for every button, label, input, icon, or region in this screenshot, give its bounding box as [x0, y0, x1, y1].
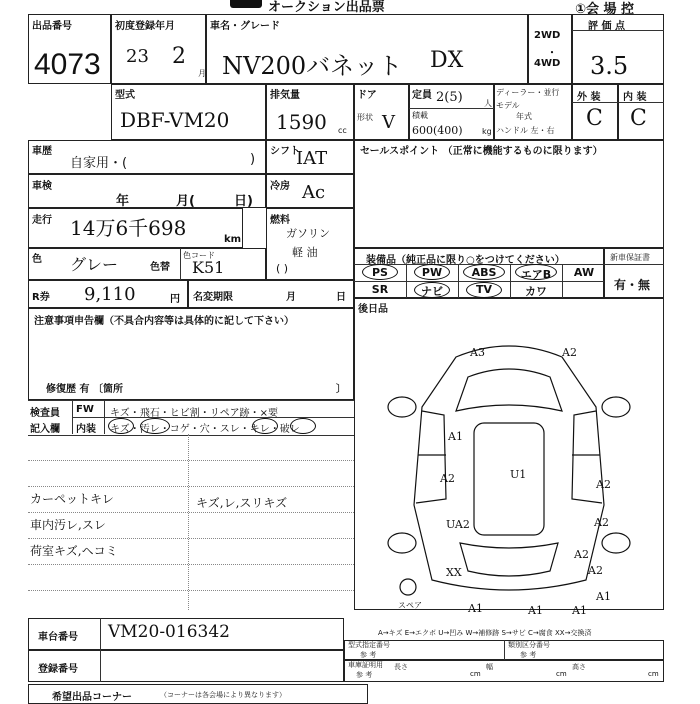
- dmg-a1-rear-1: A1: [468, 602, 483, 615]
- dmg-a2-rear-right: A2: [588, 564, 603, 577]
- footer-label: 希望出品コーナー: [52, 692, 132, 703]
- load-label: 積載: [412, 111, 428, 120]
- equip-abs: ABS: [471, 266, 497, 279]
- certificate-width: 幅: [486, 663, 493, 671]
- color-change-label: 色替: [150, 262, 170, 273]
- model-grade: DX: [430, 48, 464, 73]
- equip-circle-navi: [414, 282, 450, 298]
- mileage-value: 14万6千698: [70, 216, 187, 240]
- fuel-label: 燃料: [270, 215, 290, 226]
- dmg-u1-roof: U1: [510, 468, 527, 481]
- equip-circle-abs: [463, 264, 505, 280]
- type-cert-label2: 参 考: [360, 651, 377, 659]
- dmg-a3-front: A3: [470, 346, 485, 359]
- certificate-length: 長さ: [394, 663, 408, 671]
- dmg-a1-rear-4: A1: [596, 590, 611, 603]
- defect-circle-kire: [290, 418, 316, 434]
- dmg-a2-right: A2: [596, 478, 611, 491]
- fuel-other: ( ): [276, 262, 289, 275]
- int-label: 内 装: [623, 92, 647, 103]
- drive-2wd: 2WD: [534, 30, 561, 41]
- inspection-box: [28, 174, 266, 208]
- door-shape: V: [382, 112, 395, 133]
- equip-pw: PW: [421, 266, 443, 279]
- color-label: 色: [32, 254, 42, 265]
- remark-left-1: カーペットキレ: [30, 492, 114, 506]
- door-label: ドア: [357, 90, 377, 101]
- defect-circle-yogore: [140, 418, 170, 434]
- inspector-label-1: 検査員: [30, 408, 60, 419]
- inspection-label: 車検: [32, 181, 52, 192]
- dmg-xx-rear: XX: [446, 566, 462, 579]
- equip-circle-pw: [414, 264, 450, 280]
- equip-sr: SR: [371, 283, 389, 296]
- equip-leather: カワ: [525, 285, 547, 298]
- banner-title: オークション出品票: [268, 0, 385, 15]
- chassis-number: VM20-016342: [108, 622, 230, 642]
- rear-seat-label: 後日品: [358, 304, 388, 315]
- dmg-a2-rear-wheel: A2: [574, 548, 589, 561]
- recycle-label: R券: [32, 292, 50, 303]
- dmg-a1-rear-3: A1: [572, 604, 587, 617]
- notes-label: 注意事項申告欄（不具合内容等は具体的に記して下さい）: [34, 316, 294, 327]
- inspection-day: 日): [234, 194, 253, 209]
- displacement-label: 排気量: [270, 90, 300, 101]
- drive-sep: ・: [547, 48, 557, 59]
- inspector-row1: キズ・飛石・ヒビ割・リペア跡・×要: [110, 408, 278, 419]
- dmg-a2-left: A2: [440, 472, 455, 485]
- load-value: 600(400): [412, 124, 463, 137]
- category-value: 自家用・(: [70, 156, 128, 171]
- model-label: 車名・グレード: [210, 21, 280, 32]
- equip-circle-airbag: [515, 264, 557, 280]
- equip-airbag: エアB: [520, 268, 552, 281]
- registration-month-unit: 月: [198, 69, 206, 78]
- inspector-label-2: 記入欄: [30, 424, 60, 435]
- recycle-unit: 円: [170, 294, 180, 305]
- inspection-year: 年: [116, 194, 130, 209]
- ac-value: Ac: [302, 182, 326, 203]
- footer-sub: （コーナーは各会場により異なります）: [160, 691, 286, 699]
- reg-no-label: 登録番号: [38, 664, 78, 675]
- fuel-diesel: 軽 油: [292, 246, 318, 259]
- equip-ps: PS: [372, 266, 388, 279]
- inspector-row1-tag: FW: [76, 404, 94, 415]
- equip-tv: TV: [475, 283, 493, 296]
- meigi-label: 名変期限: [193, 292, 233, 303]
- defect-circle-kizu: [108, 418, 134, 434]
- shift-label: シフト: [270, 146, 300, 157]
- sales-point-label: セールスポイント （正常に機能するものに限ります）: [360, 146, 603, 157]
- capacity-unit: 人: [484, 99, 492, 108]
- shift-value: IAT: [296, 148, 328, 169]
- capacity-label: 定員: [412, 90, 432, 101]
- type-cert-label4: 参 考: [520, 651, 537, 659]
- mileage-label: 走行: [32, 215, 52, 226]
- dmg-a1-front-left: A1: [448, 430, 463, 443]
- equip-aw: AW: [573, 266, 595, 279]
- warranty-label: 新車保証書: [610, 253, 650, 262]
- repair-history-close: 〕: [336, 384, 346, 395]
- ext-label: 外 装: [577, 92, 601, 103]
- inspection-month: 月(: [176, 194, 195, 209]
- door-shape-label: 形状: [357, 113, 373, 122]
- certificate-cm-3: cm: [648, 670, 659, 678]
- lot-number: 4073: [34, 48, 101, 81]
- grade-value: 3.5: [590, 52, 629, 80]
- load-unit: kg: [482, 127, 492, 136]
- remark-left-3: 荷室キズ,ヘコミ: [30, 544, 118, 558]
- registration-month: 2: [172, 44, 186, 69]
- recycle-value: 9,110: [84, 284, 136, 305]
- certificate-label2: 参 考: [356, 671, 373, 679]
- meigi-day: 日: [336, 292, 346, 303]
- capacity-value: 2(5): [436, 90, 463, 105]
- equipment-label: 装備品（純正品に限り○をつけてください）: [366, 255, 565, 266]
- category-close: ): [250, 152, 256, 167]
- spare-label: スペア: [398, 601, 422, 610]
- dealer-line2: モデル: [496, 101, 520, 110]
- equip-navi: ナビ: [421, 285, 443, 298]
- certificate-label1: 車庫証明用: [348, 661, 383, 669]
- inspector-row2-tag: 内装: [76, 424, 96, 435]
- type-cert-label1: 型式指定番号: [348, 641, 390, 649]
- type-cert-label3: 類別区分番号: [508, 641, 550, 649]
- displacement-unit: cc: [338, 126, 347, 135]
- color-box: [28, 248, 266, 280]
- remark-left-2: 車内汚レ,スレ: [30, 518, 106, 532]
- certificate-box: [344, 660, 664, 682]
- drive-4wd: 4WD: [534, 58, 561, 69]
- certificate-cm-2: cm: [556, 670, 567, 678]
- int-value: C: [630, 106, 647, 131]
- model-name: NV200バネット: [222, 52, 403, 80]
- defect-circle-sure: [252, 418, 278, 434]
- color-value: グレー: [70, 255, 119, 274]
- lot-label: 出品番号: [32, 21, 72, 32]
- certificate-cm-1: cm: [470, 670, 481, 678]
- type-value: DBF-VM20: [120, 108, 230, 132]
- registration-year: 23: [126, 46, 149, 67]
- dealer-line4: ハンドル 左・右: [496, 126, 555, 135]
- ext-value: C: [586, 106, 603, 131]
- fuel-gasoline: ガソリン: [286, 227, 330, 240]
- repair-history: 修復歴 有 〔箇所: [46, 384, 123, 395]
- category-box: [28, 140, 266, 174]
- equip-circle-ps: [362, 264, 398, 280]
- mileage-unit: km: [224, 234, 242, 245]
- banner-logo: [230, 0, 262, 8]
- certificate-height: 高さ: [572, 663, 586, 671]
- meigi-month: 月: [286, 292, 296, 303]
- damage-legend: A→キズ E→エクボ U→凹み W→補修跡 S→サビ C→腐食 XX→交換済: [378, 629, 592, 637]
- category-label: 車歴: [32, 146, 52, 157]
- chassis-label: 車台番号: [38, 632, 78, 643]
- car-diagram: [356, 315, 662, 610]
- dmg-a2-right-rear: A2: [594, 516, 609, 529]
- type-label: 型式: [115, 90, 135, 101]
- dmg-a2-front-right: A2: [562, 346, 577, 359]
- warranty-value: 有・無: [614, 278, 651, 292]
- color-code-label: 色コード: [183, 251, 215, 260]
- dealer-line3: 年式: [516, 112, 532, 121]
- dealer-line1: ディーラー・並行: [496, 88, 560, 97]
- dmg-a1-rear-2: A1: [528, 604, 543, 617]
- inspector-row2: キズ・汚レ・コゲ・穴・スレ・キレ・破レ: [110, 424, 300, 435]
- grade-label: 評 価 点: [588, 21, 625, 32]
- remark-right-1: キズ,レ,スリキズ: [196, 496, 288, 510]
- equip-circle-tv: [466, 282, 502, 298]
- displacement-value: 1590: [276, 110, 327, 134]
- dmg-ua2-left: UA2: [446, 518, 470, 531]
- color-code: K51: [192, 258, 225, 277]
- header-top-right: ①会 場 控: [575, 2, 635, 17]
- ac-label: 冷房: [270, 181, 290, 192]
- registration-label: 初度登録年月: [115, 21, 175, 32]
